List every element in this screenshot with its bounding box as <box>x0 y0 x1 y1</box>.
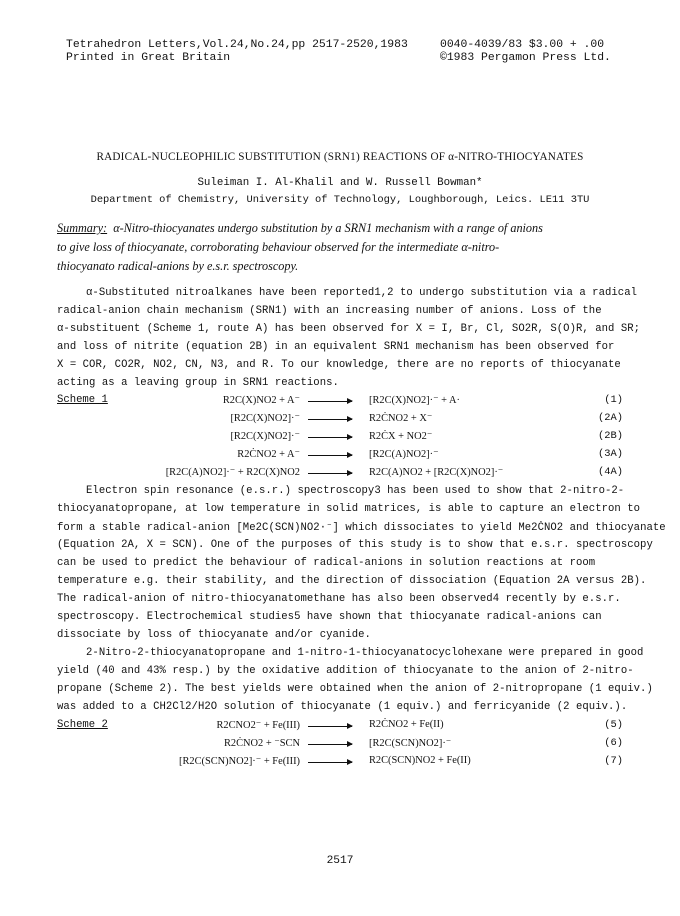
equation-number: (2B) <box>598 430 623 442</box>
paragraph-line: radical-anion chain mechanism (SRN1) with an increasing number of anions. Loss of the <box>57 305 602 317</box>
article-title: RADICAL-NUCLEOPHILIC SUBSTITUTION (SRN1) REACTIONS OF α-NITRO-THIOCYANATES <box>96 151 584 163</box>
equation-number: (7) <box>604 755 623 767</box>
reaction-arrow <box>308 762 352 763</box>
paragraph-line: yield (40 and 43% resp.) by the oxidative addition of thiocyanate to the anion of 2-nitro- <box>57 665 634 677</box>
equation-number: (6) <box>604 737 623 749</box>
authors: Suleiman I. Al-Khalil and W. Russell Bowman* <box>197 177 483 189</box>
summary-line-1 <box>57 221 543 236</box>
paragraph-line: propane (Scheme 2). The best yields were obtained when the anion of 2-nitropropane (1 equiv.) <box>57 683 653 695</box>
reaction-arrow <box>308 401 352 402</box>
equation-lhs: [R2C(A)NO2]·⁻ + R2C(X)NO2 <box>165 467 300 478</box>
equation-rhs: [R2C(SCN)NO2]·⁻ <box>369 738 452 749</box>
paragraph-line: The radical-anion of nitro-thiocyanatomethane has also been observed4 recently by e.s.r. <box>57 593 621 605</box>
reaction-arrow <box>308 744 352 745</box>
scheme-2-label: Scheme 2 <box>57 719 108 731</box>
equation-rhs: R2C(A)NO2 + [R2C(X)NO2]·⁻ <box>369 467 504 478</box>
paragraph-line: spectroscopy. Electrochemical studies5 have shown that thiocyanate radical-anions can <box>57 611 602 623</box>
reaction-arrow <box>308 726 352 727</box>
paragraph-line: α-substituent (Scheme 1, route A) has been observed for X = I, Br, Cl, SO2R, S(O)R, and SR; <box>57 323 641 335</box>
paragraph-line: thiocyanatopropane, at low temperature in solid matrices, is able to capture an electron to <box>57 503 641 515</box>
equation-lhs: R2ĊNO2 + A⁻ <box>237 449 300 460</box>
paragraph-line: temperature e.g. their stability, and the direction of dissociation (Equation 2A versus 2B). <box>57 575 647 587</box>
summary-line-2: to give loss of thiocyanate, corroborating behaviour observed for the intermediate α-nitro- <box>57 240 500 254</box>
summary-label: Summary: <box>57 221 108 235</box>
equation-number: (4A) <box>598 466 623 478</box>
equation-lhs: [R2C(X)NO2]·⁻ <box>230 413 300 424</box>
reaction-arrow <box>308 419 352 420</box>
equation-lhs: [R2C(X)NO2]·⁻ <box>230 431 300 442</box>
equation-lhs: [R2C(SCN)NO2]·⁻ + Fe(III) <box>178 756 300 767</box>
paragraph-line: was added to a CH2Cl2/H2O solution of thiocyanate (1 equiv.) and ferricyanide (2 equiv.). <box>57 701 628 713</box>
copyright: ©1983 Pergamon Press Ltd. <box>440 52 611 64</box>
equation-number: (3A) <box>598 448 623 460</box>
reaction-arrow <box>308 473 352 474</box>
equation-lhs: R2CNO2⁻ + Fe(III) <box>216 720 300 731</box>
paragraph-line: dissociate by loss of thiocyanate and/or cyanide. <box>57 629 371 641</box>
journal-citation: Tetrahedron Letters,Vol.24,No.24,pp 2517-2520,1983 <box>66 39 408 51</box>
equation-rhs: [R2C(A)NO2]·⁻ <box>369 449 439 460</box>
equation-number: (2A) <box>598 412 623 424</box>
paragraph-line: (Equation 2A, X = SCN). One of the purposes of this study is to show that e.s.r. spectroscopy <box>57 539 653 551</box>
scheme-1-label: Scheme 1 <box>57 394 108 406</box>
equation-number: (1) <box>604 394 623 406</box>
summary-line-3: thiocyanato radical-anions by e.s.r. spectroscopy. <box>57 259 299 273</box>
equation-lhs: R2ĊNO2 + ⁻SCN <box>223 738 300 749</box>
page-number: 2517 <box>326 855 354 867</box>
issn-price: 0040-4039/83 $3.00 + .00 <box>440 39 605 51</box>
paragraph-line: Electron spin resonance (e.s.r.) spectroscopy3 has been used to show that 2-nitro-2- <box>86 485 625 497</box>
equation-rhs: R2C(SCN)NO2 + Fe(II) <box>369 755 471 766</box>
equation-rhs: [R2C(X)NO2]·⁻ + A· <box>369 395 460 406</box>
paragraph-line: X = COR, CO2R, NO2, CN, N3, and R. To our knowledge, there are no reports of thiocyanate <box>57 359 621 371</box>
equation-lhs: R2C(X)NO2 + A⁻ <box>222 395 300 406</box>
equation-rhs: R2ĊNO2 + Fe(II) <box>369 719 444 730</box>
equation-rhs: R2ĊX + NO2⁻ <box>369 431 433 442</box>
paragraph-line: form a stable radical-anion [Me2C(SCN)NO2·⁻] which dissociates to yield Me2ĊNO2 and thiocyanate <box>57 522 666 534</box>
paragraph-line: acting as a leaving group in SRN1 reactions. <box>57 377 339 389</box>
reaction-arrow <box>308 455 352 456</box>
paragraph-line: α-Substituted nitroalkanes have been reported1,2 to undergo substitution via a radical <box>86 287 638 299</box>
reaction-arrow <box>308 437 352 438</box>
equation-number: (5) <box>604 719 623 731</box>
paragraph-line: and loss of nitrite (equation 2B) in an equivalent SRN1 mechanism has been observed for <box>57 341 615 353</box>
printed-in: Printed in Great Britain <box>66 52 231 64</box>
equation-rhs: R2ĊNO2 + X⁻ <box>369 413 433 424</box>
paragraph-line: can be used to predict the behaviour of radical-anions in solution reactions at room <box>57 557 596 569</box>
summary-text: α-Nitro-thiocyanates undergo substitution by a SRN1 mechanism with a range of anions <box>113 221 543 235</box>
affiliation: Department of Chemistry, University of Technology, Loughborough, Leics. LE11 3TU <box>90 194 590 206</box>
paragraph-line: 2-Nitro-2-thiocyanatopropane and 1-nitro-1-thiocyanatocyclohexane were prepared in good <box>86 647 644 659</box>
